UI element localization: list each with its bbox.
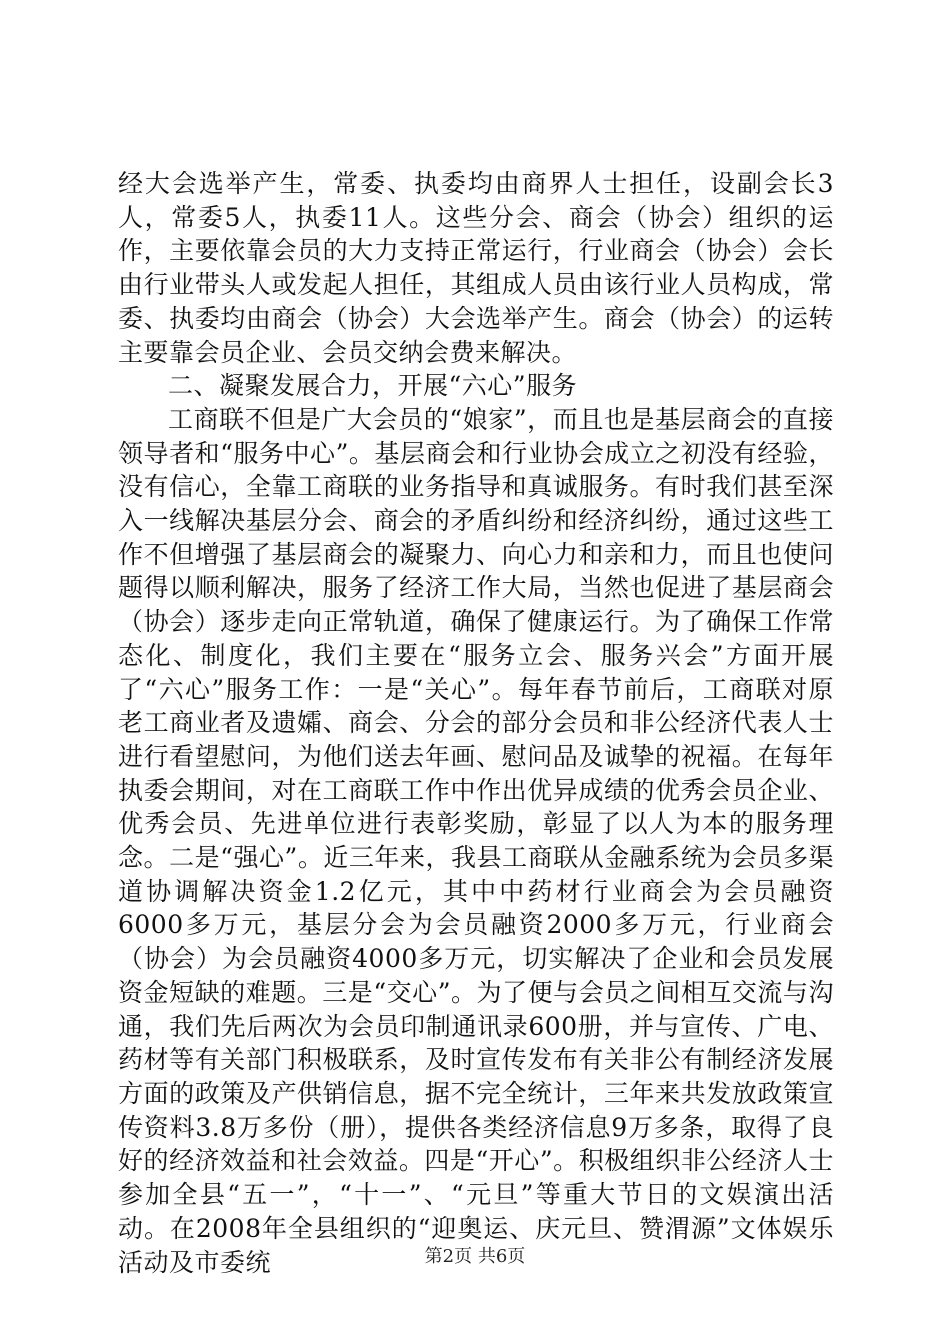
paragraph-continuation: 经大会选举产生，常委、执委均由商界人士担任，设副会长3人，常委5人，执委11人。这些分会、商会（协会）组织的运作，主要依靠会员的大力支持正常运行，行业商会（协会）会长由行业带头人或发起人担任，其组成人员由该行业人员构成，常委、执委均由商会（协会）大会选举产生。商会（协会）的运转主要靠会员企业、会员交纳会费来解决。 — [118, 169, 834, 367]
page-number-indicator: 第2页 共6页 — [424, 1246, 526, 1267]
page-footer — [0, 1242, 950, 1268]
section-heading: 二、凝聚发展合力，开展“六心”服务 — [168, 371, 578, 401]
document-body — [118, 167, 834, 1279]
paragraph-six-services: 工商联不但是广大会员的“娘家”，而且也是基层商会的直接领导者和“服务中心”。基层商会和行业协会成立之初没有经验，没有信心，全靠工商联的业务指导和真诚服务。有时我们甚至深入一线解决基层分会、商会的矛盾纠纷和经济纠纷，通过这些工作不但增强了基层商会的凝聚力、向心力和亲和力，而且也使问题得以顺利解决，服务了经济工作大局，当然也促进了基层商会（协会）逐步走向正常轨道，确保了健康运行。为了确保工作常态化、制度化，我们主要在“服务立会、服务兴会”方面开展了“六心”服务工作：一是“关心”。每年春节前后，工商联对原老工商业者及遗孀、商会、分会的部分会员和非公经济代表人士进行看望慰问，为他们送去年画、慰问品及诚挚的祝福。在每年执委会期间，对在工商联工作中作出优异成绩的优秀会员企业、优秀会员、先进单位进行表彰奖励，彰显了以人为本的服务理念。二是“强心”。近三年来，我县工商联从金融系统为会员多渠道协调解决资金1.2亿元，其中中药材行业商会为会员融资6000多万元，基层分会为会员融资2000多万元，行业商会（协会）为会员融资4000多万元，切实解决了企业和会员发展资金短缺的难题。三是“交心”。为了便与会员之间相互交流与沟通，我们先后两次为会员印制通讯录600册，并与宣传、广电、药材等有关部门积极联系，及时宣传发布有关非公有制经济发展方面的政策及产供销信息，据不完全统计，三年来共发放政策宣传资料3.8万多份（册），提供各类经济信息9万多条，取得了良好的经济效益和社会效益。四是“开心”。积极组织非公经济人士参加全县“五一”，“十一”、“元旦”等重大节日的文娱演出活动。在2008年全县组织的“迎奥运、庆元旦、赞渭源”文体娱乐活动及市委统 — [118, 404, 834, 1277]
